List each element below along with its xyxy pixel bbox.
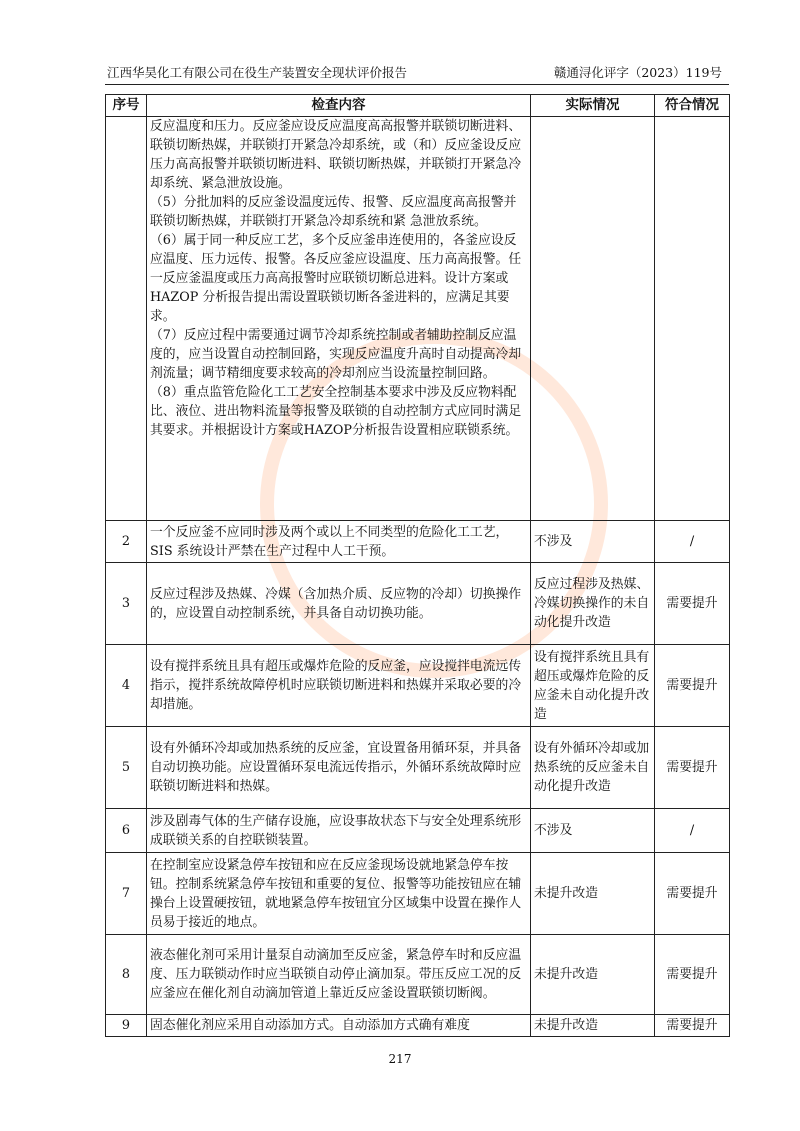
- inspection-table: [105, 94, 730, 1037]
- report-number: 赣通浔化评字（2023）119号: [553, 65, 722, 80]
- content-paragraph: （6）属于同一种反应工艺，多个反应釜串连使用的，各釜应设反应温度、压力远传、报警。各反应釜应设温度、压力高高报警。任一反应釜温度或压力高高报警时应联锁切断总进料。设计方案或 HAZOP 分析报告提出需设置联锁切断各釜进料的，应满足其要求。: [150, 233, 522, 324]
- row-conform: 需要提升: [655, 563, 730, 645]
- row-no: 4: [106, 645, 147, 727]
- row-conform: 需要提升: [655, 1015, 730, 1037]
- table-row: [106, 117, 730, 521]
- row-actual: 未提升改造: [531, 1015, 655, 1037]
- row-no: [106, 117, 147, 521]
- table-row: [106, 645, 730, 727]
- row-actual: 设有外循环冷却或加热系统的反应釜未自动化提升改造: [531, 727, 655, 809]
- row-actual: 未提升改造: [531, 935, 655, 1015]
- table-row: [106, 563, 730, 645]
- header-rule: [105, 84, 729, 85]
- table-row: [106, 521, 730, 563]
- row-actual: 不涉及: [531, 521, 655, 563]
- header-content: 检查内容: [147, 95, 531, 117]
- page-number: 217: [388, 1052, 412, 1066]
- table-row: [106, 1015, 730, 1037]
- row-conform: /: [655, 809, 730, 853]
- row-content: 设有外循环冷却或加热系统的反应釜，宜设置备用循环泵，并具备自动切换功能。应设置循环泵电流远传指示，外循环系统故障时应联锁切断进料和热媒。: [147, 727, 531, 809]
- row-no: 7: [106, 853, 147, 935]
- row-content: 涉及剧毒气体的生产储存设施，应设事故状态下与安全处理系统形成联锁关系的自控联锁装置。: [147, 809, 531, 853]
- row-content: 液态催化剂可采用计量泵自动滴加至反应釜，紧急停车时和反应温度、压力联锁动作时应当联锁自动停止滴加泵。带压反应工况的反应釜应在催化剂自动滴加管道上靠近反应釜设置联锁切断阀。: [147, 935, 531, 1015]
- row-actual: 设有搅拌系统且具有超压或爆炸危险的反应釜未自动化提升改造: [531, 645, 655, 727]
- table-row: [106, 809, 730, 853]
- row-conform: [655, 117, 730, 521]
- content-paragraph: （8）重点监管危险化工工艺安全控制基本要求中涉及反应物料配比、液位、进出物料流量等报警及联锁的自动控制方式应同时满足其要求。并根据设计方案或HAZOP分析报告设置相应联锁系统。: [150, 385, 522, 438]
- row-actual: 反应过程涉及热媒、冷媒切换操作的未自动化提升改造: [531, 563, 655, 645]
- row-content: 反应过程涉及热媒、冷媒（含加热介质、反应物的冷却）切换操作的，应设置自动控制系统，并具备自动切换功能。: [147, 563, 531, 645]
- row-no: 3: [106, 563, 147, 645]
- row-no: 8: [106, 935, 147, 1015]
- row-no: 5: [106, 727, 147, 809]
- row-no: 9: [106, 1015, 147, 1037]
- row-content: 固态催化剂应采用自动添加方式。自动添加方式确有难度: [147, 1015, 531, 1037]
- content-paragraph: 反应温度和压力。反应釜应设反应温度高高报警并联锁切断进料、联锁切断热媒，并联锁打开紧急冷却系统，或（和）反应釜设反应压力高高报警并联锁切断进料、联锁切断热媒，并联锁打开紧急冷却系统、紧急泄放设施。: [150, 119, 522, 191]
- row-content: [147, 117, 531, 521]
- row-conform: 需要提升: [655, 935, 730, 1015]
- table-header-row: [106, 95, 730, 117]
- row-conform: /: [655, 521, 730, 563]
- row-conform: 需要提升: [655, 727, 730, 809]
- header-conform: 符合情况: [655, 95, 730, 117]
- report-title: 江西华昊化工有限公司在役生产装置安全现状评价报告: [107, 65, 408, 80]
- row-conform: 需要提升: [655, 645, 730, 727]
- row-actual: 不涉及: [531, 809, 655, 853]
- row-actual: [531, 117, 655, 521]
- row-content: 一个反应釜不应同时涉及两个或以上不同类型的危险化工工艺，SIS 系统设计严禁在生产过程中人工干预。: [147, 521, 531, 563]
- row-no: 6: [106, 809, 147, 853]
- header-no: 序号: [106, 95, 147, 117]
- row-content: 在控制室应设紧急停车按钮和应在反应釜现场设就地紧急停车按钮。控制系统紧急停车按钮和重要的复位、报警等功能按钮应在辅操台上设置硬按钮，就地紧急停车按钮宜分区域集中设置在操作人员易于接近的地点。: [147, 853, 531, 935]
- table-row: [106, 853, 730, 935]
- content-paragraph: （7）反应过程中需要通过调节冷却系统控制或者辅助控制反应温度的，应当设置自动控制回路，实现反应温度升高时自动提高冷却剂流量；调节精细度要求较高的冷却剂应当设流量控制回路。: [150, 328, 522, 381]
- row-no: 2: [106, 521, 147, 563]
- row-conform: 需要提升: [655, 853, 730, 935]
- row-actual: 未提升改造: [531, 853, 655, 935]
- header-actual: 实际情况: [531, 95, 655, 117]
- table-row: [106, 727, 730, 809]
- table-row: [106, 935, 730, 1015]
- row-content: 设有搅拌系统且具有超压或爆炸危险的反应釜，应设搅拌电流远传指示，搅拌系统故障停机时应联锁切断进料和热媒并采取必要的冷却措施。: [147, 645, 531, 727]
- content-paragraph: （5）分批加料的反应釜设温度远传、报警、反应温度高高报警并联锁切断热媒，并联锁打开紧急冷却系统和紧 急泄放系统。: [150, 195, 517, 229]
